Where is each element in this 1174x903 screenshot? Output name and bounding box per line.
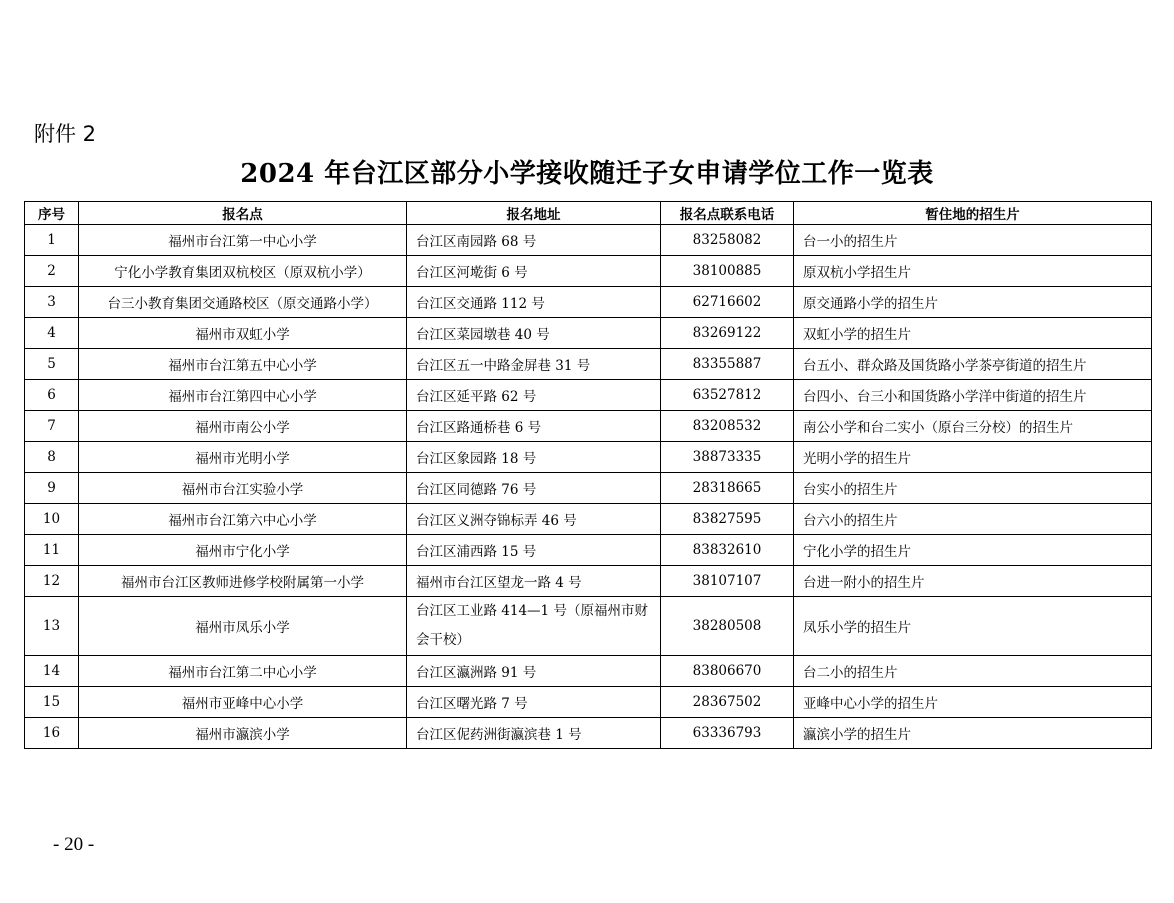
table-row: [25, 718, 1152, 749]
school-name: 福州市南公小学: [79, 411, 407, 442]
school-address: 台江区瀛洲路 91 号: [407, 656, 661, 687]
row-number: 8: [25, 442, 79, 473]
school-name: 台三小教育集团交通路校区（原交通路小学）: [79, 287, 407, 318]
table-row: [25, 687, 1152, 718]
school-name: 福州市台江第一中心小学: [79, 225, 407, 256]
enrollment-zone: 台四小、台三小和国货路小学洋中街道的招生片: [794, 380, 1152, 411]
table-row: [25, 504, 1152, 535]
school-name: 福州市台江第六中心小学: [79, 504, 407, 535]
enrollment-zone: 原交通路小学的招生片: [794, 287, 1152, 318]
row-number: 16: [25, 718, 79, 749]
header-zone: 暂住地的招生片: [794, 202, 1152, 225]
school-name: 福州市双虹小学: [79, 318, 407, 349]
enrollment-zone: 原双杭小学招生片: [794, 256, 1152, 287]
contact-phone: 63527812: [661, 380, 794, 411]
contact-phone: 83832610: [661, 535, 794, 566]
enrollment-zone: 台五小、群众路及国货路小学茶亭街道的招生片: [794, 349, 1152, 380]
table-row: [25, 287, 1152, 318]
contact-phone: 83269122: [661, 318, 794, 349]
document-title: 2024 年台江区部分小学接收随迁子女申请学位工作一览表: [240, 159, 934, 189]
school-address: 台江区浦西路 15 号: [407, 535, 661, 566]
table-row: [25, 411, 1152, 442]
row-number: 12: [25, 566, 79, 597]
school-address: 台江区路通桥巷 6 号: [407, 411, 661, 442]
contact-phone: 38100885: [661, 256, 794, 287]
contact-phone: 83827595: [661, 504, 794, 535]
row-number: 10: [25, 504, 79, 535]
school-address: 台江区南园路 68 号: [407, 225, 661, 256]
school-address: 台江区象园路 18 号: [407, 442, 661, 473]
school-name: 福州市光明小学: [79, 442, 407, 473]
enrollment-zone: 宁化小学的招生片: [794, 535, 1152, 566]
school-name: 福州市台江第二中心小学: [79, 656, 407, 687]
contact-phone: 83806670: [661, 656, 794, 687]
table-row: [25, 656, 1152, 687]
table-row: [25, 597, 1152, 656]
row-number: 2: [25, 256, 79, 287]
row-number: 4: [25, 318, 79, 349]
school-name: 宁化小学教育集团双杭校区（原双杭小学）: [79, 256, 407, 287]
row-number: 7: [25, 411, 79, 442]
header-no: 序号: [25, 202, 79, 225]
school-name: 福州市凤乐小学: [79, 597, 407, 656]
school-address: 台江区菜园墩巷 40 号: [407, 318, 661, 349]
header-phone: 报名点联系电话: [661, 202, 794, 225]
table-row: [25, 442, 1152, 473]
row-number: 1: [25, 225, 79, 256]
row-number: 11: [25, 535, 79, 566]
school-name: 福州市台江实验小学: [79, 473, 407, 504]
school-name: 福州市台江第四中心小学: [79, 380, 407, 411]
contact-phone: 83258082: [661, 225, 794, 256]
row-number: 15: [25, 687, 79, 718]
contact-phone: 28318665: [661, 473, 794, 504]
school-address: 台江区延平路 62 号: [407, 380, 661, 411]
row-number: 14: [25, 656, 79, 687]
school-name: 福州市台江区教师进修学校附属第一小学: [79, 566, 407, 597]
enrollment-zone: 台进一附小的招生片: [794, 566, 1152, 597]
enrollment-zone: 台六小的招生片: [794, 504, 1152, 535]
table-row: [25, 318, 1152, 349]
school-name: 福州市台江第五中心小学: [79, 349, 407, 380]
school-address: 台江区交通路 112 号: [407, 287, 661, 318]
school-address: 福州市台江区望龙一路 4 号: [407, 566, 661, 597]
school-address: 台江区伲药洲街瀛滨巷 1 号: [407, 718, 661, 749]
school-address: 台江区五一中路金屏巷 31 号: [407, 349, 661, 380]
school-address: 台江区河墘街 6 号: [407, 256, 661, 287]
row-number: 3: [25, 287, 79, 318]
row-number: 5: [25, 349, 79, 380]
table-row: [25, 349, 1152, 380]
enrollment-zone: 南公小学和台二实小（原台三分校）的招生片: [794, 411, 1152, 442]
row-number: 9: [25, 473, 79, 504]
enrollment-zone: 台实小的招生片: [794, 473, 1152, 504]
row-number: 13: [25, 597, 79, 656]
contact-phone: 63336793: [661, 718, 794, 749]
table-row: [25, 225, 1152, 256]
attachment-label: 附件 2: [34, 122, 97, 146]
contact-phone: 38107107: [661, 566, 794, 597]
header-address: 报名地址: [407, 202, 661, 225]
school-name: 福州市亚峰中心小学: [79, 687, 407, 718]
enrollment-zone: 凤乐小学的招生片: [794, 597, 1152, 656]
contact-phone: 83208532: [661, 411, 794, 442]
school-address: 台江区同德路 76 号: [407, 473, 661, 504]
contact-phone: 83355887: [661, 349, 794, 380]
enrollment-zone: 光明小学的招生片: [794, 442, 1152, 473]
table-header-row: [25, 202, 1152, 225]
school-address: 台江区曙光路 7 号: [407, 687, 661, 718]
page-number: - 20 -: [53, 834, 95, 855]
enrollment-zone: 瀛滨小学的招生片: [794, 718, 1152, 749]
enrollment-table: [24, 201, 1152, 749]
row-number: 6: [25, 380, 79, 411]
table-row: [25, 256, 1152, 287]
table-row: [25, 380, 1152, 411]
table-row: [25, 535, 1152, 566]
header-name: 报名点: [79, 202, 407, 225]
contact-phone: 38280508: [661, 597, 794, 656]
school-name: 福州市瀛滨小学: [79, 718, 407, 749]
school-name: 福州市宁化小学: [79, 535, 407, 566]
contact-phone: 62716602: [661, 287, 794, 318]
enrollment-zone: 双虹小学的招生片: [794, 318, 1152, 349]
enrollment-zone: 台一小的招生片: [794, 225, 1152, 256]
contact-phone: 28367502: [661, 687, 794, 718]
table-row: [25, 566, 1152, 597]
enrollment-zone: 亚峰中心小学的招生片: [794, 687, 1152, 718]
school-address: 台江区义洲夺锦标弄 46 号: [407, 504, 661, 535]
contact-phone: 38873335: [661, 442, 794, 473]
enrollment-zone: 台二小的招生片: [794, 656, 1152, 687]
school-address: 台江区工业路 414—1 号（原福州市财会干校）: [407, 597, 661, 656]
table-row: [25, 473, 1152, 504]
table-body: [25, 225, 1152, 749]
